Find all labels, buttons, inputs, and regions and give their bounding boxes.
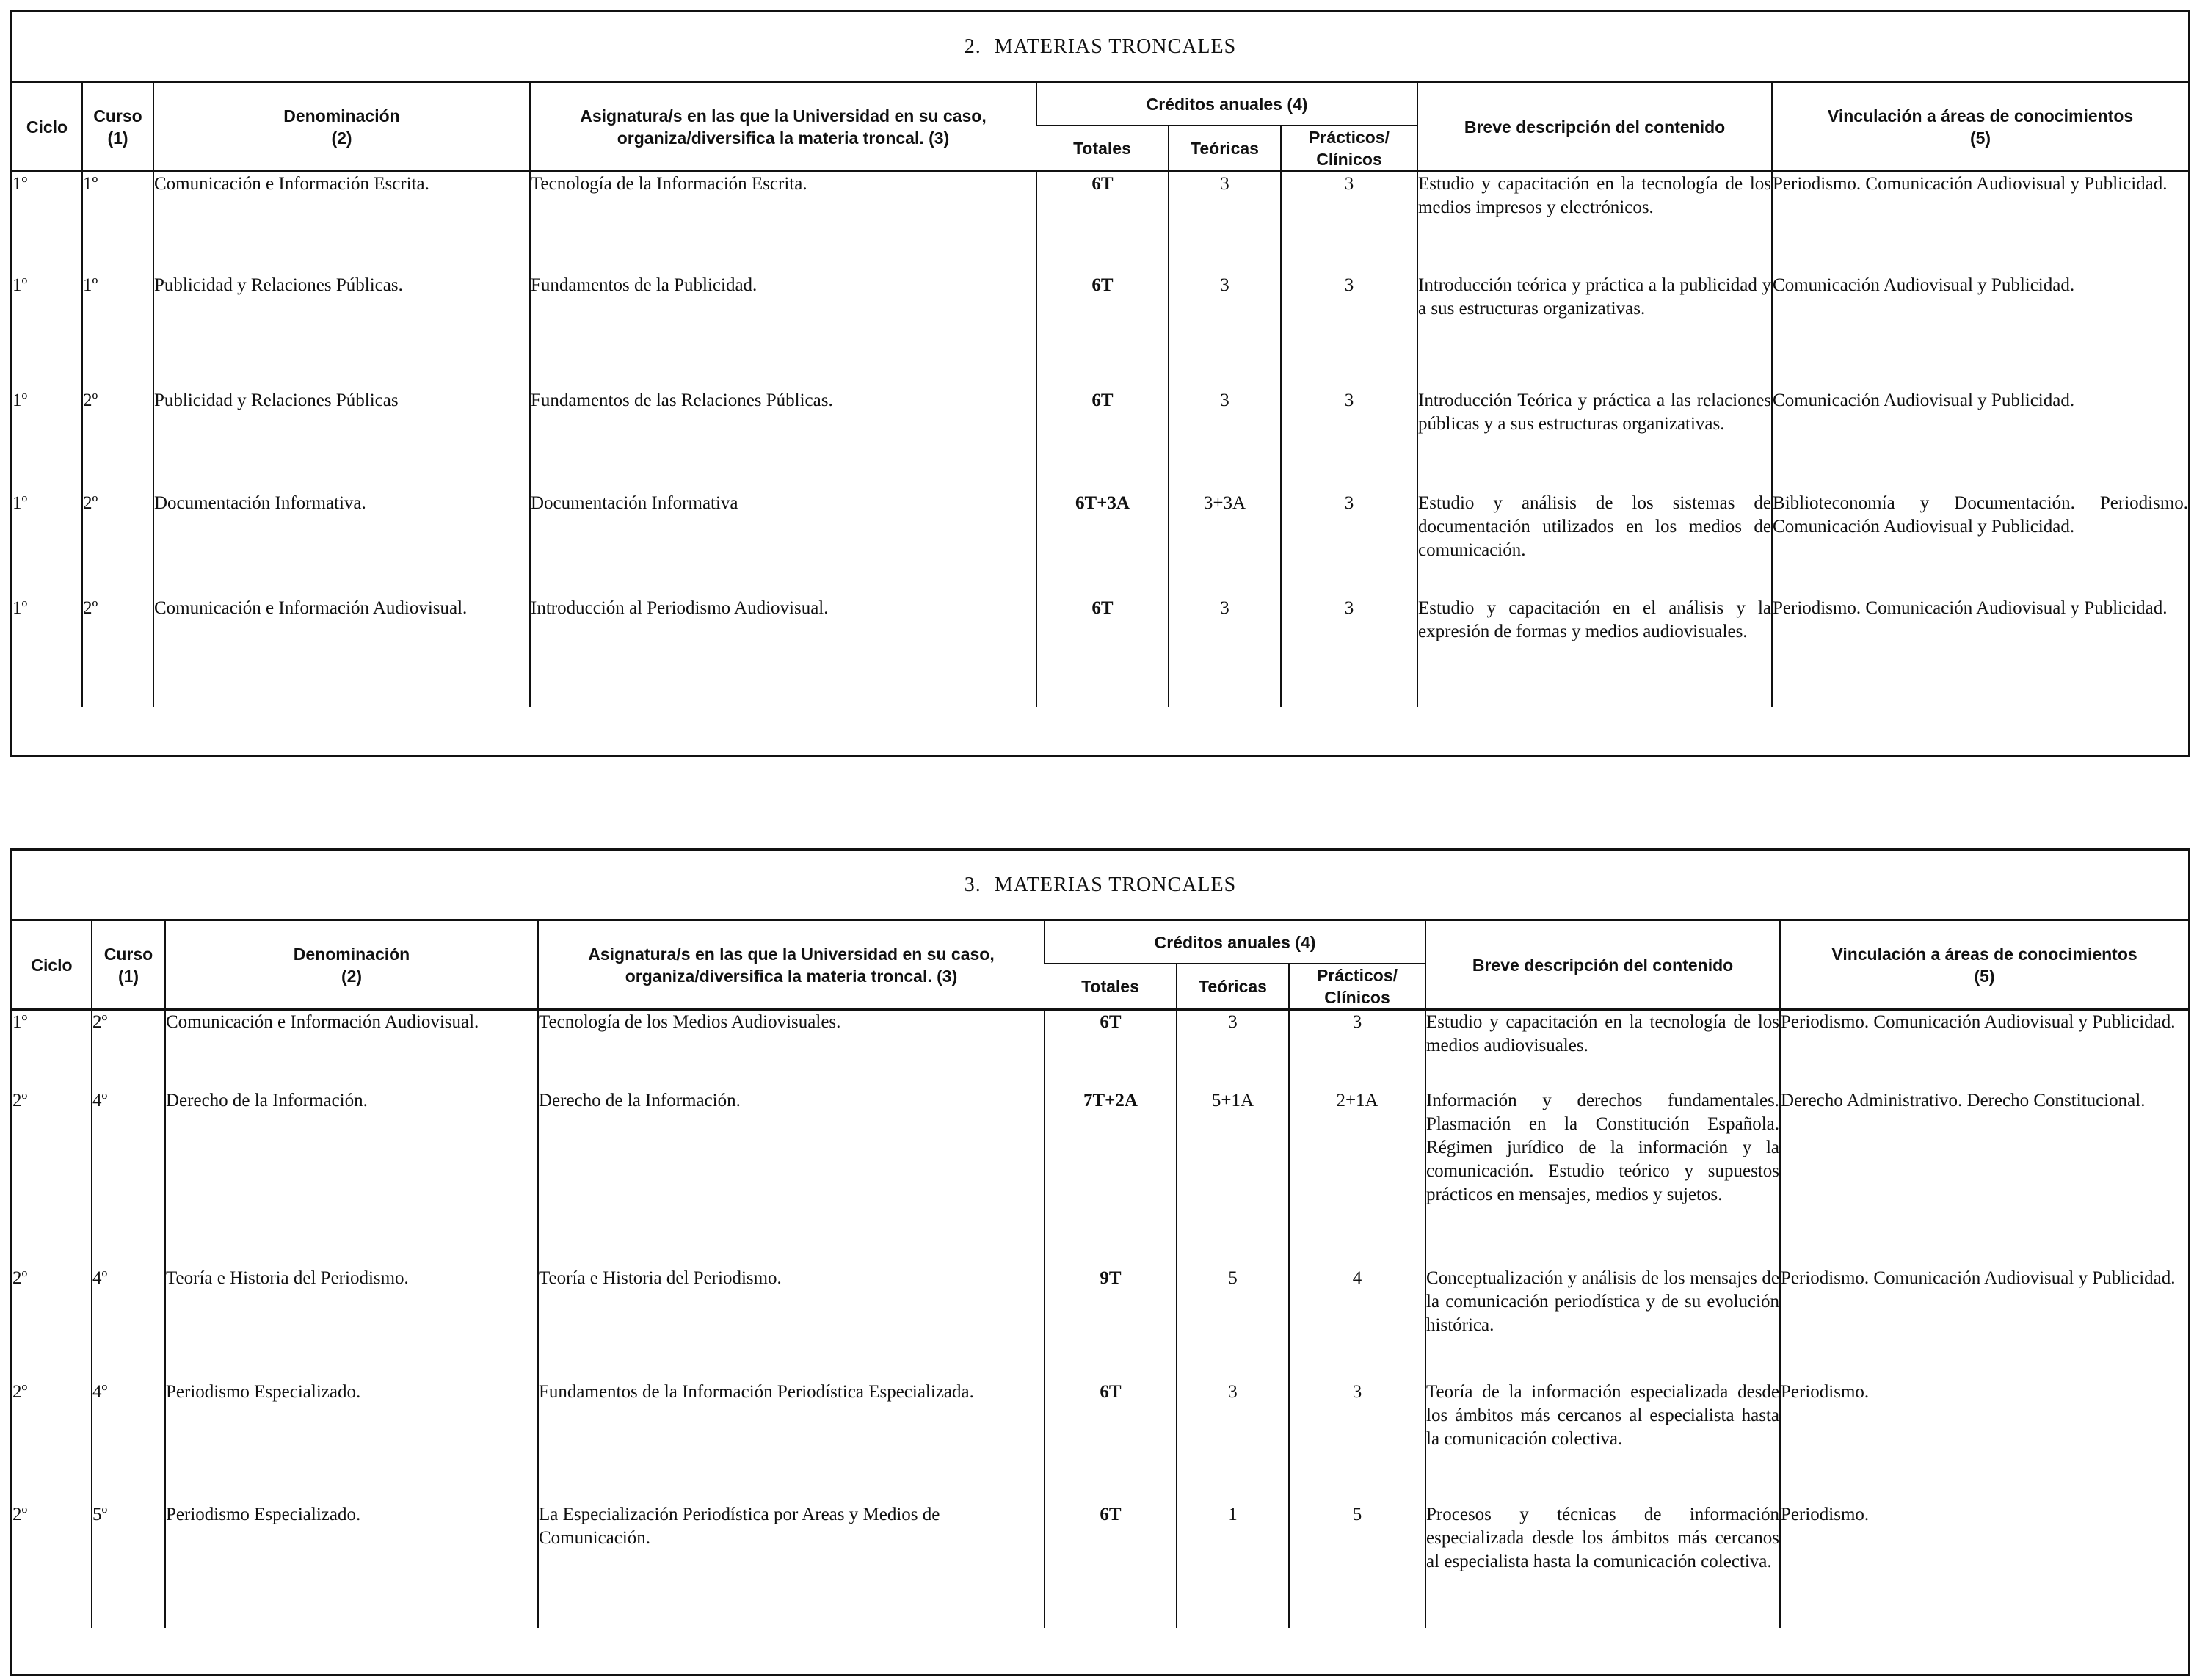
table-row: [12, 1381, 2188, 1503]
cell-denominacion: Comunicación e Información Escrita.: [153, 172, 530, 274]
cell-descripcion: Introducción teórica y práctica a la publicidad y a sus estructuras organizativas.: [1417, 274, 1772, 389]
cell-denominacion: Comunicación e Información Audiovisual.: [153, 597, 530, 707]
cell-practicos: 2+1A: [1289, 1089, 1425, 1267]
cell-totales: 7T+2A: [1045, 1089, 1177, 1267]
cell-curso: 4º: [92, 1089, 165, 1267]
table-row: [12, 1089, 2188, 1267]
table-number: 3.: [964, 873, 981, 896]
cell-descripcion: Procesos y técnicas de información especializada desde los ámbitos más cercanos al especialista hasta la comunicación colectiva.: [1425, 1503, 1780, 1628]
table-row: [12, 1267, 2188, 1381]
cell-teoricas: 5+1A: [1177, 1089, 1289, 1267]
cell-asignatura: Tecnología de la Información Escrita.: [530, 172, 1036, 274]
cell-ciclo: 2º: [12, 1504, 28, 1524]
cell-curso: 1º: [82, 274, 153, 389]
cell-totales: 6T: [1036, 172, 1169, 274]
cell-asignatura: La Especialización Periodística por Areas y Medios de Comunicación.: [538, 1503, 1045, 1628]
cell-vinculacion: Comunicación Audiovisual y Publicidad.: [1772, 274, 2188, 389]
table-heading: MATERIAS TRONCALES: [994, 873, 1237, 896]
cell-practicos: 3: [1281, 172, 1417, 274]
header-totales: Totales: [1045, 964, 1177, 1010]
cell-denominacion: Periodismo Especializado.: [165, 1381, 538, 1503]
cell-curso: 2º: [82, 389, 153, 492]
cell-vinculacion: Periodismo. Comunicación Audiovisual y Publicidad.: [1780, 1010, 2188, 1089]
cell-practicos: 3: [1281, 597, 1417, 707]
cell-totales: 6T: [1036, 274, 1169, 389]
table-heading: MATERIAS TRONCALES: [994, 34, 1237, 58]
cell-descripcion: Estudio y capacitación en el análisis y la expresión de formas y medios audiovisuales.: [1417, 597, 1772, 707]
cell-vinculacion: Periodismo.: [1780, 1381, 2188, 1503]
cell-teoricas: 3: [1177, 1010, 1289, 1089]
cell-ciclo: 2º: [12, 1268, 28, 1288]
cell-curso: 1º: [82, 172, 153, 274]
header-asignaturas: Asignatura/s en las que la Universidad en su caso, organiza/diversifica la materia troncal. (3): [530, 83, 1036, 172]
cell-curso: 2º: [82, 492, 153, 597]
cell-teoricas: 3+3A: [1169, 492, 1281, 597]
header-descripcion: Breve descripción del contenido: [1417, 83, 1772, 172]
header-curso: Curso (1): [92, 921, 165, 1010]
courses-grid: [12, 83, 2188, 707]
cell-descripcion: Estudio y capacitación en la tecnología de los medios audiovisuales.: [1425, 1010, 1780, 1089]
cell-descripcion: Conceptualización y análisis de los mensajes de la comunicación periodística y de su evolución histórica.: [1425, 1267, 1780, 1381]
cell-teoricas: 3: [1169, 274, 1281, 389]
materias-troncales-table-2: [10, 10, 2190, 757]
cell-descripcion: Información y derechos fundamentales. Plasmación en la Constitución Española. Régimen jurídico de la información y la comunicación. Estudio teórico y supuestos prácticos en mensajes, medios y sujetos.: [1425, 1089, 1780, 1267]
header-practicos: Prácticos/ Clínicos: [1281, 126, 1417, 172]
cell-teoricas: 3: [1169, 172, 1281, 274]
cell-teoricas: 3: [1177, 1381, 1289, 1503]
header-vinculacion: Vinculación a áreas de conocimientos (5): [1772, 83, 2188, 172]
cell-denominacion: Teoría e Historia del Periodismo.: [165, 1267, 538, 1381]
cell-vinculacion: Periodismo. Comunicación Audiovisual y Publicidad.: [1780, 1267, 2188, 1381]
table-row: [12, 1010, 2188, 1089]
header-creditos: Créditos anuales (4): [1036, 83, 1417, 126]
cell-teoricas: 5: [1177, 1267, 1289, 1381]
header-denominacion: Denominación (2): [165, 921, 538, 1010]
cell-denominacion: Comunicación e Información Audiovisual.: [165, 1010, 538, 1089]
cell-vinculacion: Periodismo. Comunicación Audiovisual y Publicidad.: [1772, 172, 2188, 274]
cell-teoricas: 3: [1169, 597, 1281, 707]
cell-teoricas: 3: [1169, 389, 1281, 492]
cell-curso: 4º: [92, 1381, 165, 1503]
header-descripcion: Breve descripción del contenido: [1425, 921, 1780, 1010]
cell-practicos: 3: [1281, 274, 1417, 389]
cell-asignatura: Introducción al Periodismo Audiovisual.: [530, 597, 1036, 707]
cell-vinculacion: Comunicación Audiovisual y Publicidad.: [1772, 389, 2188, 492]
header-denominacion: Denominación (2): [153, 83, 530, 172]
cell-descripcion: Estudio y capacitación en la tecnología de los medios impresos y electrónicos.: [1417, 172, 1772, 274]
cell-vinculacion: Periodismo.: [1780, 1503, 2188, 1628]
header-practicos: Prácticos/ Clínicos: [1289, 964, 1425, 1010]
courses-grid: [12, 921, 2188, 1628]
cell-totales: 6T: [1036, 389, 1169, 492]
cell-descripcion: Introducción Teórica y práctica a las relaciones públicas y a sus estructuras organizativas.: [1417, 389, 1772, 492]
cell-denominacion: Documentación Informativa.: [153, 492, 530, 597]
cell-ciclo: 1º: [12, 390, 28, 410]
materias-troncales-table-3: [10, 848, 2190, 1676]
cell-totales: 6T: [1036, 597, 1169, 707]
cell-ciclo: 2º: [12, 1381, 28, 1402]
table-row: [12, 1503, 2188, 1628]
cell-practicos: 3: [1281, 389, 1417, 492]
cell-denominacion: Publicidad y Relaciones Públicas.: [153, 274, 530, 389]
cell-practicos: 3: [1289, 1381, 1425, 1503]
cell-curso: 2º: [92, 1010, 165, 1089]
cell-vinculacion: Biblioteconomía y Documentación. Periodismo. Comunicación Audiovisual y Publicidad.: [1772, 492, 2188, 597]
table-row: [12, 389, 2188, 492]
header-ciclo: Ciclo: [12, 83, 82, 172]
cell-ciclo: 1º: [12, 597, 28, 618]
table-number: 2.: [964, 34, 981, 58]
cell-practicos: 4: [1289, 1267, 1425, 1381]
cell-denominacion: Publicidad y Relaciones Públicas: [153, 389, 530, 492]
header-teoricas: Teóricas: [1169, 126, 1281, 172]
table-row: [12, 492, 2188, 597]
cell-vinculacion: Periodismo. Comunicación Audiovisual y Publicidad.: [1772, 597, 2188, 707]
header-ciclo: Ciclo: [12, 921, 92, 1010]
header-teoricas: Teóricas: [1177, 964, 1289, 1010]
header-totales: Totales: [1036, 126, 1169, 172]
table-row: [12, 597, 2188, 707]
cell-asignatura: Fundamentos de las Relaciones Públicas.: [530, 389, 1036, 492]
cell-totales: 6T: [1045, 1381, 1177, 1503]
cell-asignatura: Fundamentos de la Información Periodística Especializada.: [538, 1381, 1045, 1503]
table-row: [12, 274, 2188, 389]
cell-ciclo: 1º: [12, 274, 28, 295]
cell-curso: 4º: [92, 1267, 165, 1381]
cell-practicos: 3: [1289, 1010, 1425, 1089]
cell-descripcion: Estudio y análisis de los sistemas de documentación utilizados en los medios de comunicación.: [1417, 492, 1772, 597]
cell-asignatura: Teoría e Historia del Periodismo.: [538, 1267, 1045, 1381]
header-vinculacion: Vinculación a áreas de conocimientos (5): [1780, 921, 2188, 1010]
cell-asignatura: Tecnología de los Medios Audiovisuales.: [538, 1010, 1045, 1089]
header-curso: Curso (1): [82, 83, 153, 172]
cell-practicos: 5: [1289, 1503, 1425, 1628]
cell-ciclo: 2º: [12, 1090, 28, 1110]
cell-totales: 6T: [1045, 1010, 1177, 1089]
cell-practicos: 3: [1281, 492, 1417, 597]
cell-totales: 9T: [1045, 1267, 1177, 1381]
header-asignaturas: Asignatura/s en las que la Universidad en su caso, organiza/diversifica la materia troncal. (3): [538, 921, 1045, 1010]
header-creditos: Créditos anuales (4): [1045, 921, 1425, 964]
cell-ciclo: 1º: [12, 174, 28, 194]
cell-totales: 6T: [1045, 1503, 1177, 1628]
cell-ciclo: 1º: [12, 492, 28, 513]
table-row: [12, 172, 2188, 274]
cell-asignatura: Fundamentos de la Publicidad.: [530, 274, 1036, 389]
cell-ciclo: 1º: [12, 1012, 28, 1032]
cell-denominacion: Derecho de la Información.: [165, 1089, 538, 1267]
cell-vinculacion: Derecho Administrativo. Derecho Constitucional.: [1780, 1089, 2188, 1267]
cell-curso: 5º: [92, 1503, 165, 1628]
cell-denominacion: Periodismo Especializado.: [165, 1503, 538, 1628]
cell-asignatura: Derecho de la Información.: [538, 1089, 1045, 1267]
cell-descripcion: Teoría de la información especializada desde los ámbitos más cercanos al especialista hasta la comunicación colectiva.: [1425, 1381, 1780, 1503]
cell-teoricas: 1: [1177, 1503, 1289, 1628]
cell-asignatura: Documentación Informativa: [530, 492, 1036, 597]
cell-curso: 2º: [82, 597, 153, 707]
cell-totales: 6T+3A: [1036, 492, 1169, 597]
table-title: [12, 851, 2188, 921]
table-title: [12, 12, 2188, 83]
